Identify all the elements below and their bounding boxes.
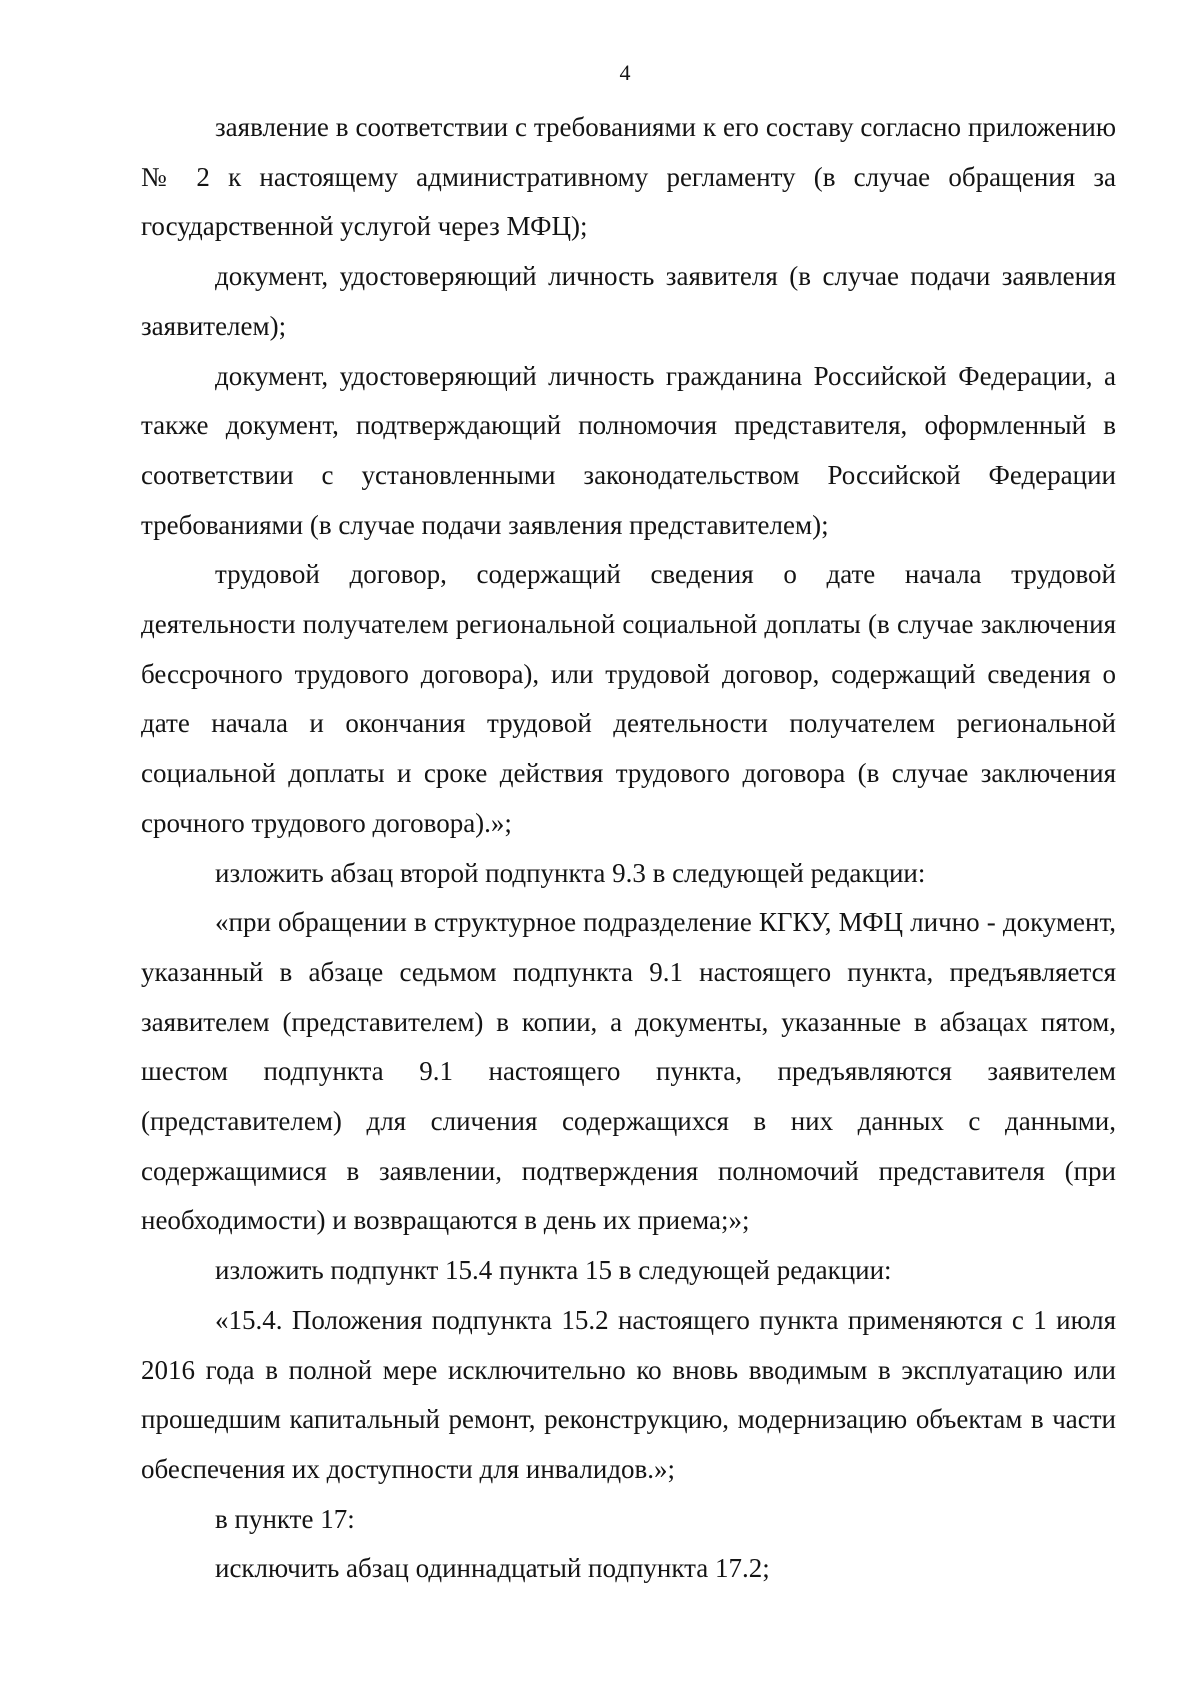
- document-body: [141, 103, 1116, 1594]
- paragraph-amend-15-4: изложить подпункт 15.4 пункта 15 в следующей редакции:: [215, 1255, 892, 1286]
- paragraph-representative-document: документ, удостоверяющий личность гражданина Российской Федерации, а также документ, подтверждающий полномочия представителя, оформленный в соответствии с установленными законодательством Российской Федерации требованиями (в случае подачи заявления представителем);: [141, 360, 1116, 540]
- paragraph-employment-contract: трудовой договор, содержащий сведения о дате начала трудовой деятельности получателем региональной социальной доплаты (в случае заключения бессрочного трудового договора), или трудовой договор, содержащий сведения о дате начала и окончания трудовой деятельности получателем региональной социальной доплаты и сроке действия трудового договора (в случае заключения срочного трудового договора).»;: [141, 559, 1116, 838]
- paragraph-accessibility: «15.4. Положения подпункта 15.2 настоящего пункта применяются с 1 июля 2016 года в полной мере исключительно ко вновь вводимым в эксплуатацию или прошедшим капитальный ремонт, реконструкцию, модернизацию объектам в части обеспечения их доступности для инвалидов.»;: [141, 1304, 1116, 1484]
- paragraph-application: заявление в соответствии с требованиями к его составу согласно приложению № 2 к настоящему административному регламенту (в случае обращения за государственной услугой через МФЦ);: [141, 112, 1116, 242]
- paragraph-point-17: в пункте 17:: [215, 1503, 355, 1534]
- paragraph-identity-document: документ, удостоверяющий личность заявителя (в случае подачи заявления заявителем);: [141, 261, 1116, 341]
- paragraph-in-person-submission: «при обращении в структурное подразделение КГКУ, МФЦ лично - документ, указанный в абзаце седьмом подпункта 9.1 настоящего пункта, предъявляется заявителем (представителем) в копии, а документы, указанные в абзацах пятом, шестом подпункта 9.1 настоящего пункта, предъявляются заявителем (представителем) для сличения содержащихся в них данных с данными, содержащимися в заявлении, подтверждения полномочий представителя (при необходимости) и возвращаются в день их приема;»;: [141, 907, 1116, 1236]
- page-number: 4: [619, 60, 631, 85]
- paragraph-exclude-17-2: исключить абзац одиннадцатый подпункта 17.2;: [215, 1553, 770, 1584]
- paragraph-amend-9-3: изложить абзац второй подпункта 9.3 в следующей редакции:: [215, 857, 926, 888]
